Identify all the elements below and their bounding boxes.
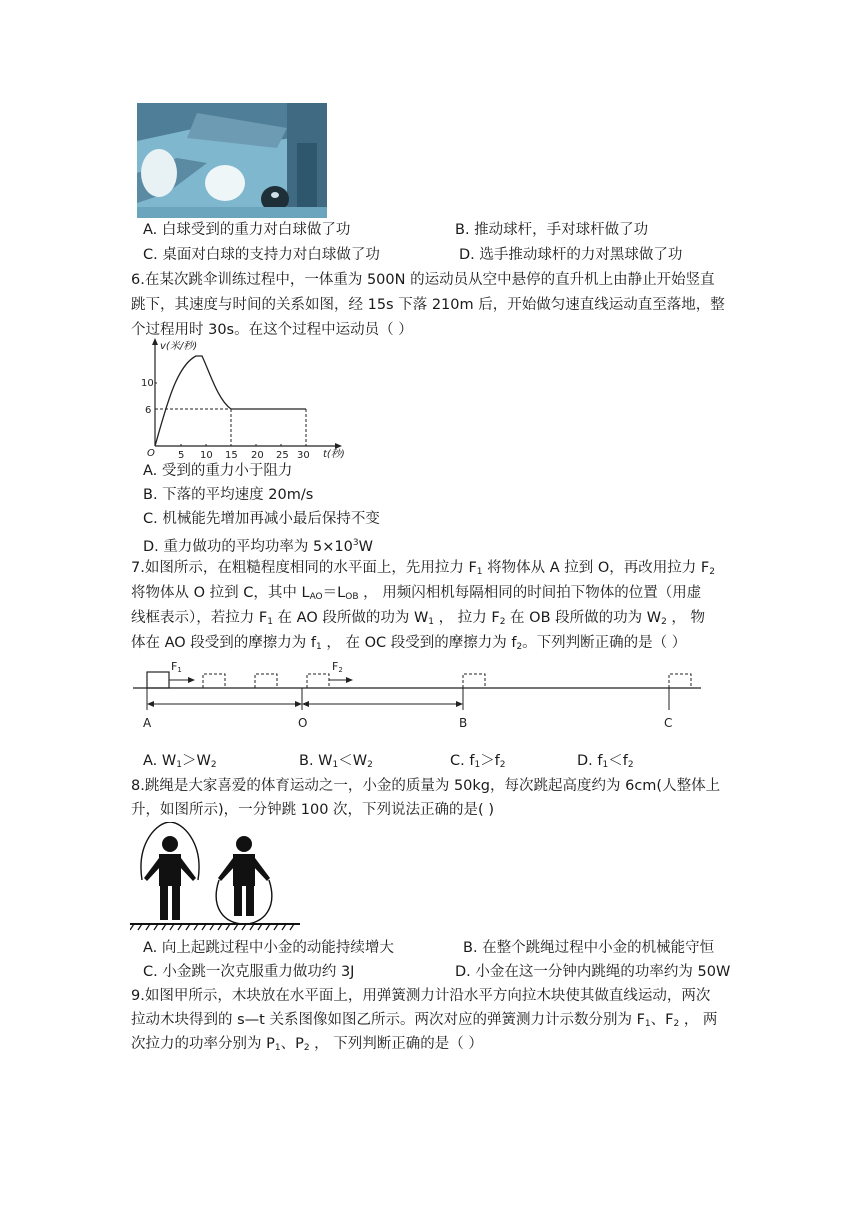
q6-option-d: D. 重力做功的平均功率为 $5\times 10^3W$ bbox=[143, 538, 373, 555]
x-tick-15: 15 bbox=[225, 450, 238, 460]
x-tick-30: 30 bbox=[297, 450, 310, 460]
strobe-box bbox=[255, 674, 277, 688]
q5-option-b: B. 推动球杆，手对球杆做了功 bbox=[455, 222, 649, 238]
strobe-box bbox=[669, 674, 691, 688]
q6-stem-line3: 个过程用时 30s。在这个过程中运动员（ ） bbox=[131, 322, 413, 338]
q5-option-c: C. 桌面对白球的支持力对白球做了功 bbox=[143, 247, 380, 263]
t-axis-label: t(秒) bbox=[323, 449, 345, 460]
origin-label: O bbox=[147, 448, 155, 459]
q7-stem-line1: 7.如图所示，在粗糙程度相同的水平面上，先用拉力 F1 将物体从 A 拉到 O，再改用拉力 F2 bbox=[131, 560, 715, 577]
q6-option-c: C. 机械能先增加再减小最后保持不变 bbox=[143, 511, 380, 527]
f1-label: F1 bbox=[171, 660, 182, 674]
x-tick-25: 25 bbox=[276, 450, 289, 460]
point-b-label: B bbox=[459, 716, 468, 730]
friction-motion-diagram bbox=[133, 658, 703, 733]
q7-option-d: D. f1＜f2 bbox=[577, 753, 634, 770]
q5-option-a: A. 白球受到的重力对白球做了功 bbox=[143, 222, 351, 238]
q5-option-d: D. 选手推动球杆的力对黑球做了功 bbox=[459, 247, 683, 263]
velocity-time-graph bbox=[138, 338, 353, 460]
q7-option-c: C. f1＞f2 bbox=[450, 753, 506, 770]
q6-option-b: B. 下落的平均速度 20m/s bbox=[143, 487, 314, 503]
q6-option-a: A. 受到的重力小于阻力 bbox=[143, 463, 293, 479]
y-tick-6: 6 bbox=[145, 405, 152, 416]
q9-stem-line2: 拉动木块得到的 s—t 关系图像如图乙所示。两次对应的弹簧测力计示数分别为 F1、F2 ， 两 bbox=[131, 1012, 718, 1029]
billiards-photo bbox=[137, 103, 327, 218]
q7-stem-line4: 体在 AO 段受到的摩擦力为 f1 ， 在 OC 段受到的摩擦力为 f2。下列判断正确的是（ ） bbox=[131, 635, 687, 652]
point-c-label: C bbox=[664, 716, 673, 730]
q6-stem-line2: 跳下，其速度与时间的关系如图，经 15s 下落 210m 后，开始做匀速直线运动直至落地，整 bbox=[131, 297, 725, 313]
q7-option-a: A. W1＞W2 bbox=[143, 753, 217, 770]
strobe-box bbox=[463, 674, 485, 688]
strobe-box bbox=[307, 674, 329, 688]
x-tick-10: 10 bbox=[200, 450, 213, 460]
q8-option-c: C. 小金跳一次克服重力做功约 3J bbox=[143, 964, 355, 980]
q8-option-b: B. 在整个跳绳过程中小金的机械能守恒 bbox=[463, 940, 715, 956]
point-a-label: A bbox=[143, 716, 152, 730]
strobe-box bbox=[203, 674, 225, 688]
q7-stem-line2: 将物体从 O 拉到 C，其中 LAO＝LOB ， 用频闪相机每隔相同的时间拍下物体的位置（用虚 bbox=[131, 585, 702, 602]
q8-option-d: D. 小金在这一分钟内跳绳的功率约为 50W bbox=[455, 964, 731, 980]
x-tick-20: 20 bbox=[251, 450, 264, 460]
q8-stem-line2: 升，如图所示)，一分钟跳 100 次，下列说法正确的是( ) bbox=[131, 802, 494, 818]
v-axis-label: v(米/秒) bbox=[160, 341, 198, 352]
q9-stem-line3: 次拉力的功率分别为 P1、P2 ， 下列判断正确的是（ ） bbox=[131, 1036, 483, 1053]
q8-option-a: A. 向上起跳过程中小金的动能持续增大 bbox=[143, 940, 394, 956]
q8-stem-line1: 8.跳绳是大家喜爱的体育运动之一，小金的质量为 50kg，每次跳起高度约为 6cm(人整体上 bbox=[131, 778, 721, 794]
f2-label: F2 bbox=[332, 660, 343, 674]
q6-stem-line1: 6.在某次跳伞训练过程中，一体重为 500N 的运动员从空中悬停的直升机上由静止开始竖直 bbox=[131, 272, 715, 288]
q9-stem-line1: 9.如图甲所示，木块放在水平面上，用弹簧测力计沿水平方向拉木块使其做直线运动，两次 bbox=[131, 988, 711, 1004]
jump-rope-figure bbox=[130, 822, 302, 934]
q7-stem-line3: 线框表示），若拉力 F1 在 AO 段所做的功为 W1 ， 拉力 F2 在 OB 段所做的功为 W2 ， 物 bbox=[131, 610, 706, 627]
x-tick-5: 5 bbox=[178, 450, 185, 460]
y-tick-10: 10 bbox=[141, 378, 154, 389]
q7-option-b: B. W1＜W2 bbox=[299, 753, 373, 770]
point-o-label: O bbox=[298, 716, 308, 730]
